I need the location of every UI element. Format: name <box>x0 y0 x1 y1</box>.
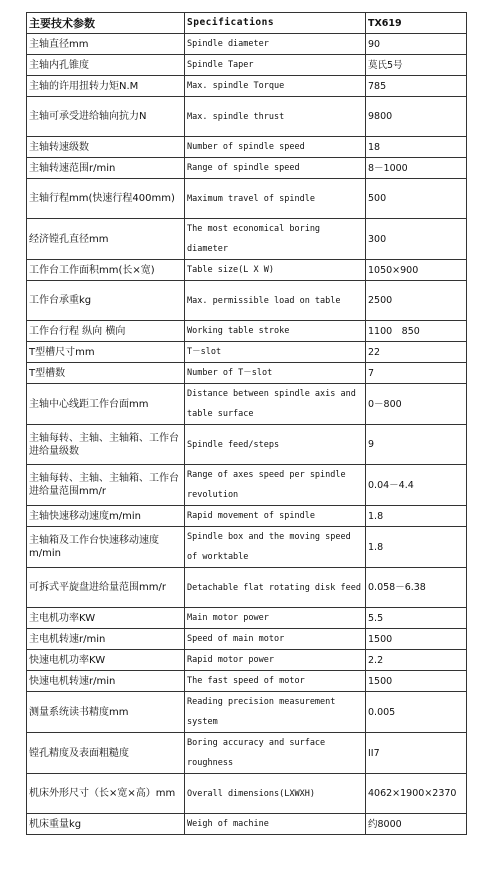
param-cell: 主轴直径mm <box>27 34 185 55</box>
value-cell: 0.04－4.4 <box>366 465 467 506</box>
param-cell: 工作台工作面积mm(长×宽) <box>27 260 185 281</box>
spec-cell: Rapid motor power <box>185 650 366 671</box>
table-row <box>27 692 467 733</box>
spec-cell: Range of spindle speed <box>185 158 366 179</box>
spec-cell: The fast speed of motor <box>185 671 366 692</box>
table-row <box>27 97 467 137</box>
table-row <box>27 219 467 260</box>
param-cell: 机床重量kg <box>27 814 185 835</box>
value-cell: 1.8 <box>366 527 467 568</box>
table-row <box>27 384 467 425</box>
spec-cell: Spindle Taper <box>185 55 366 76</box>
value-cell: 8－1000 <box>366 158 467 179</box>
table-row <box>27 774 467 814</box>
spec-cell: T－slot <box>185 342 366 363</box>
value-cell: 300 <box>366 219 467 260</box>
param-cell: 快速电机转速r/min <box>27 671 185 692</box>
param-cell: 工作台行程 纵向 横向 <box>27 321 185 342</box>
value-cell: 1100 850 <box>366 321 467 342</box>
param-cell: 主轴每转、主轴、主轴箱、工作台进给量范围mm/r <box>27 465 185 506</box>
table-row <box>27 321 467 342</box>
table-row <box>27 342 467 363</box>
spec-cell: Spindle feed/steps <box>185 425 366 465</box>
value-cell: II7 <box>366 733 467 774</box>
param-cell: 主电机转速r/min <box>27 629 185 650</box>
spec-cell: Max. spindle Torque <box>185 76 366 97</box>
table-row <box>27 281 467 321</box>
param-cell: 机床外形尺寸（长×宽×高）mm <box>27 774 185 814</box>
table-row <box>27 260 467 281</box>
table-row <box>27 814 467 835</box>
spec-cell: Range of axes speed per spindle revolution <box>185 465 366 506</box>
param-cell: 主轴中心线距工作台面mm <box>27 384 185 425</box>
value-cell: 1050×900 <box>366 260 467 281</box>
value-cell: 4062×1900×2370 <box>366 774 467 814</box>
spec-cell: Detachable flat rotating disk feed <box>185 568 366 608</box>
param-cell: 主轴转速范围r/min <box>27 158 185 179</box>
spec-cell: Table size(L X W) <box>185 260 366 281</box>
param-cell: 主轴每转、主轴、主轴箱、工作台进给量级数 <box>27 425 185 465</box>
table-row <box>27 527 467 568</box>
spec-table-body <box>27 13 467 835</box>
param-cell: 经济镗孔直径mm <box>27 219 185 260</box>
param-cell: 镗孔精度及表面粗糙度 <box>27 733 185 774</box>
value-cell: 18 <box>366 137 467 158</box>
table-row <box>27 733 467 774</box>
spec-cell: Maximum travel of spindle <box>185 179 366 219</box>
header-model: TX619 <box>366 13 467 34</box>
param-cell: 快速电机功率KW <box>27 650 185 671</box>
param-cell: 主轴转速级数 <box>27 137 185 158</box>
table-row <box>27 671 467 692</box>
spec-cell: Number of T－slot <box>185 363 366 384</box>
spec-cell: Max. permissible load on table <box>185 281 366 321</box>
header-param: 主要技术参数 <box>27 13 185 34</box>
table-row <box>27 137 467 158</box>
spec-cell: Speed of main motor <box>185 629 366 650</box>
value-cell: 2.2 <box>366 650 467 671</box>
spec-cell: Main motor power <box>185 608 366 629</box>
spec-cell: Working table stroke <box>185 321 366 342</box>
spec-cell: Number of spindle speed <box>185 137 366 158</box>
header-spec: Specifications <box>185 13 366 34</box>
table-row <box>27 158 467 179</box>
spec-cell: Rapid movement of spindle <box>185 506 366 527</box>
param-cell: 工作台承重kg <box>27 281 185 321</box>
table-row <box>27 76 467 97</box>
spec-cell: Spindle diameter <box>185 34 366 55</box>
spec-cell: Overall dimensions(LXWXH) <box>185 774 366 814</box>
param-cell: 主轴箱及工作台快速移动速度m/min <box>27 527 185 568</box>
value-cell: 1.8 <box>366 506 467 527</box>
spec-cell: Reading precision measurement system <box>185 692 366 733</box>
table-row <box>27 465 467 506</box>
param-cell: 主电机功率KW <box>27 608 185 629</box>
value-cell: 1500 <box>366 629 467 650</box>
param-cell: T型槽数 <box>27 363 185 384</box>
value-cell: 0.058－6.38 <box>366 568 467 608</box>
spec-cell: The most economical boring diameter <box>185 219 366 260</box>
table-row <box>27 629 467 650</box>
header-row <box>27 13 467 34</box>
value-cell: 7 <box>366 363 467 384</box>
spec-cell: Weigh of machine <box>185 814 366 835</box>
param-cell: T型槽尺寸mm <box>27 342 185 363</box>
value-cell: 0.005 <box>366 692 467 733</box>
table-row <box>27 363 467 384</box>
value-cell: 90 <box>366 34 467 55</box>
spec-cell: Distance between spindle axis and table surface <box>185 384 366 425</box>
value-cell: 0－800 <box>366 384 467 425</box>
param-cell: 主轴可承受进给轴向抗力N <box>27 97 185 137</box>
value-cell: 2500 <box>366 281 467 321</box>
table-row <box>27 34 467 55</box>
spec-table <box>26 12 467 835</box>
spec-cell: Spindle box and the moving speed of worktable <box>185 527 366 568</box>
param-cell: 可拆式平旋盘进给量范围mm/r <box>27 568 185 608</box>
param-cell: 主轴的许用扭转力矩N.M <box>27 76 185 97</box>
value-cell: 9 <box>366 425 467 465</box>
table-row <box>27 425 467 465</box>
value-cell: 莫氏5号 <box>366 55 467 76</box>
table-row <box>27 179 467 219</box>
value-cell: 785 <box>366 76 467 97</box>
param-cell: 主轴快速移动速度m/min <box>27 506 185 527</box>
value-cell: 5.5 <box>366 608 467 629</box>
param-cell: 测量系统读书精度mm <box>27 692 185 733</box>
spec-cell: Boring accuracy and surface roughness <box>185 733 366 774</box>
table-row <box>27 568 467 608</box>
table-row <box>27 650 467 671</box>
value-cell: 22 <box>366 342 467 363</box>
value-cell: 500 <box>366 179 467 219</box>
table-row <box>27 608 467 629</box>
param-cell: 主轴内孔锥度 <box>27 55 185 76</box>
spec-cell: Max. spindle thrust <box>185 97 366 137</box>
table-row <box>27 506 467 527</box>
param-cell: 主轴行程mm(快速行程400mm) <box>27 179 185 219</box>
table-row <box>27 55 467 76</box>
value-cell: 约8000 <box>366 814 467 835</box>
value-cell: 1500 <box>366 671 467 692</box>
value-cell: 9800 <box>366 97 467 137</box>
